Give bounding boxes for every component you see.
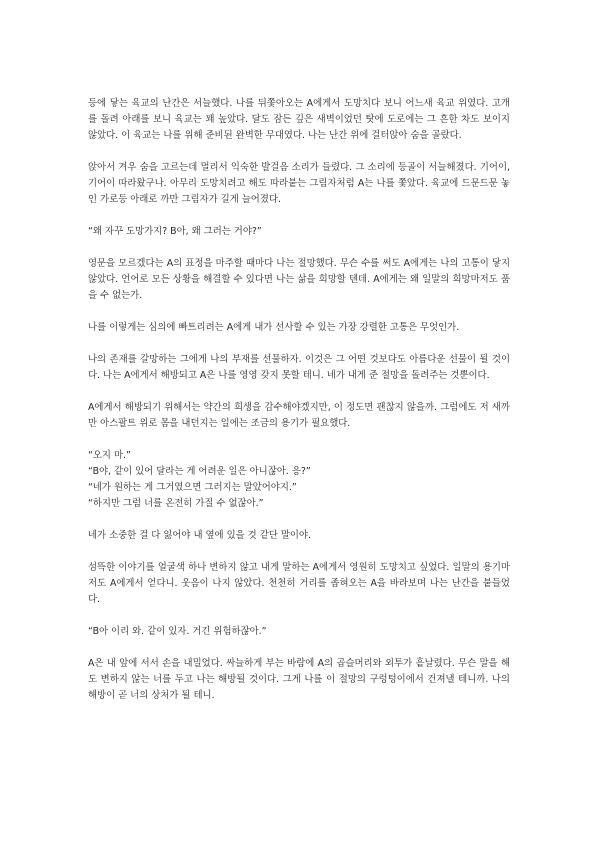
document-page [88,96,510,720]
dialogue-line: “오지 마.” [88,450,131,461]
dialogue-line-why-run: “왜 자꾸 도망가지? B아, 왜 그러는 거야?” [88,226,262,237]
paragraph-5: 나를 이렇게는 심의에 빠트리려는 A에게 내가 선사할 수 있는 가장 강렬한 고통은 무엇인가. [88,322,460,333]
paragraph-4: 영문을 모르겠다는 A의 표정을 마주할 때마다 나는 절망했다. 무슨 수를 써도 A에게는 나의 고통이 닿지 않았다. 언어로 모든 상황을 해결할 수 있다면 나는 삶을 희망할 텐데. A에게는 왜 일말의 희망마저도 품을 수 없는가. [88,258,510,301]
paragraph-7: A에게서 해방되기 위해서는 약간의 희생을 감수해야겠지만, 이 정도면 괜찮지 않을까. 그럼에도 저 새까만 아스팔트 위로 몸을 내던지는 일에는 조금의 용기가 필요했다. [88,402,510,429]
dialogue-line: “하지만 그럼 너를 온전히 가질 수 없잖아.” [88,498,264,509]
paragraph-12: A은 내 앞에 서서 손을 내밀었다. 싸늘하게 부는 바람에 A의 곱슬머리와 외투가 흩날렸다. 무슨 말을 해도 변하지 않는 너를 두고 나는 해방될 것이다. 그게 나를 이 절망의 구렁텅이에서 건져낼 테니까. 나의 해방이 곧 너의 상처가 될 테니. [88,658,510,701]
dialogue-line-come-here: “B아 이리 와. 같이 있자. 거긴 위험하잖아.” [88,626,267,637]
paragraph-1: 등에 닿는 육교의 난간은 서늘했다. 나를 뒤쫓아오는 A에게서 도망치다 보니 어느새 육교 위였다. 고개를 돌려 아래를 보니 육교는 꽤 높았다. 달도 잠든 깊은 새벽이었던 탓에 도로에는 그 흔한 차도 보이지 않았다. 이 육교는 나를 위해 준비된 완벽한 무대였다. 나는 난간 위에 걸터앉아 숨을 골랐다. [88,98,510,141]
dialogue-block [88,448,510,512]
paragraph-9: 네가 소중한 걸 다 잃어야 내 옆에 있을 것 같단 말이야. [88,530,311,541]
paragraph-6: 나의 존재를 갈망하는 그에게 나의 부재를 선물하자. 이것은 그 어떤 것보다도 아름다운 선물이 될 것이다. 나는 A에게서 해방되고 A은 나를 영영 갖지 못할 테니. 네가 내게 준 절망을 돌려주는 것뿐이다. [88,354,510,381]
dialogue-line: “네가 원하는 게 그거였으면 그러지는 말았어야지.” [88,482,297,493]
paragraph-2: 앉아서 겨우 숨을 고르는데 멀리서 익숙한 발걸음 소리가 들렸다. 그 소리에 등골이 서늘해졌다. 기어이, 기어이 따라왔구나. 아무리 도망치려고 해도 따라붙는 그림자처럼 A는 나를 쫓았다. 육교에 드문드문 놓인 가로등 아래로 까만 그림자가 길게 늘어졌다. [88,162,510,205]
dialogue-line: “B야, 같이 있어 달라는 게 어려운 일은 아니잖아. 응?” [88,466,311,477]
paragraph-10: 섬뜩한 이야기를 얼굴색 하나 변하지 않고 내게 말하는 A에게서 영원히 도망치고 싶었다. 일말의 용기마저도 A에게서 얻다니. 웃음이 나지 않았다. 천천히 거리를 좁혀오는 A을 바라보며 나는 난간을 붙들었다. [88,562,510,605]
